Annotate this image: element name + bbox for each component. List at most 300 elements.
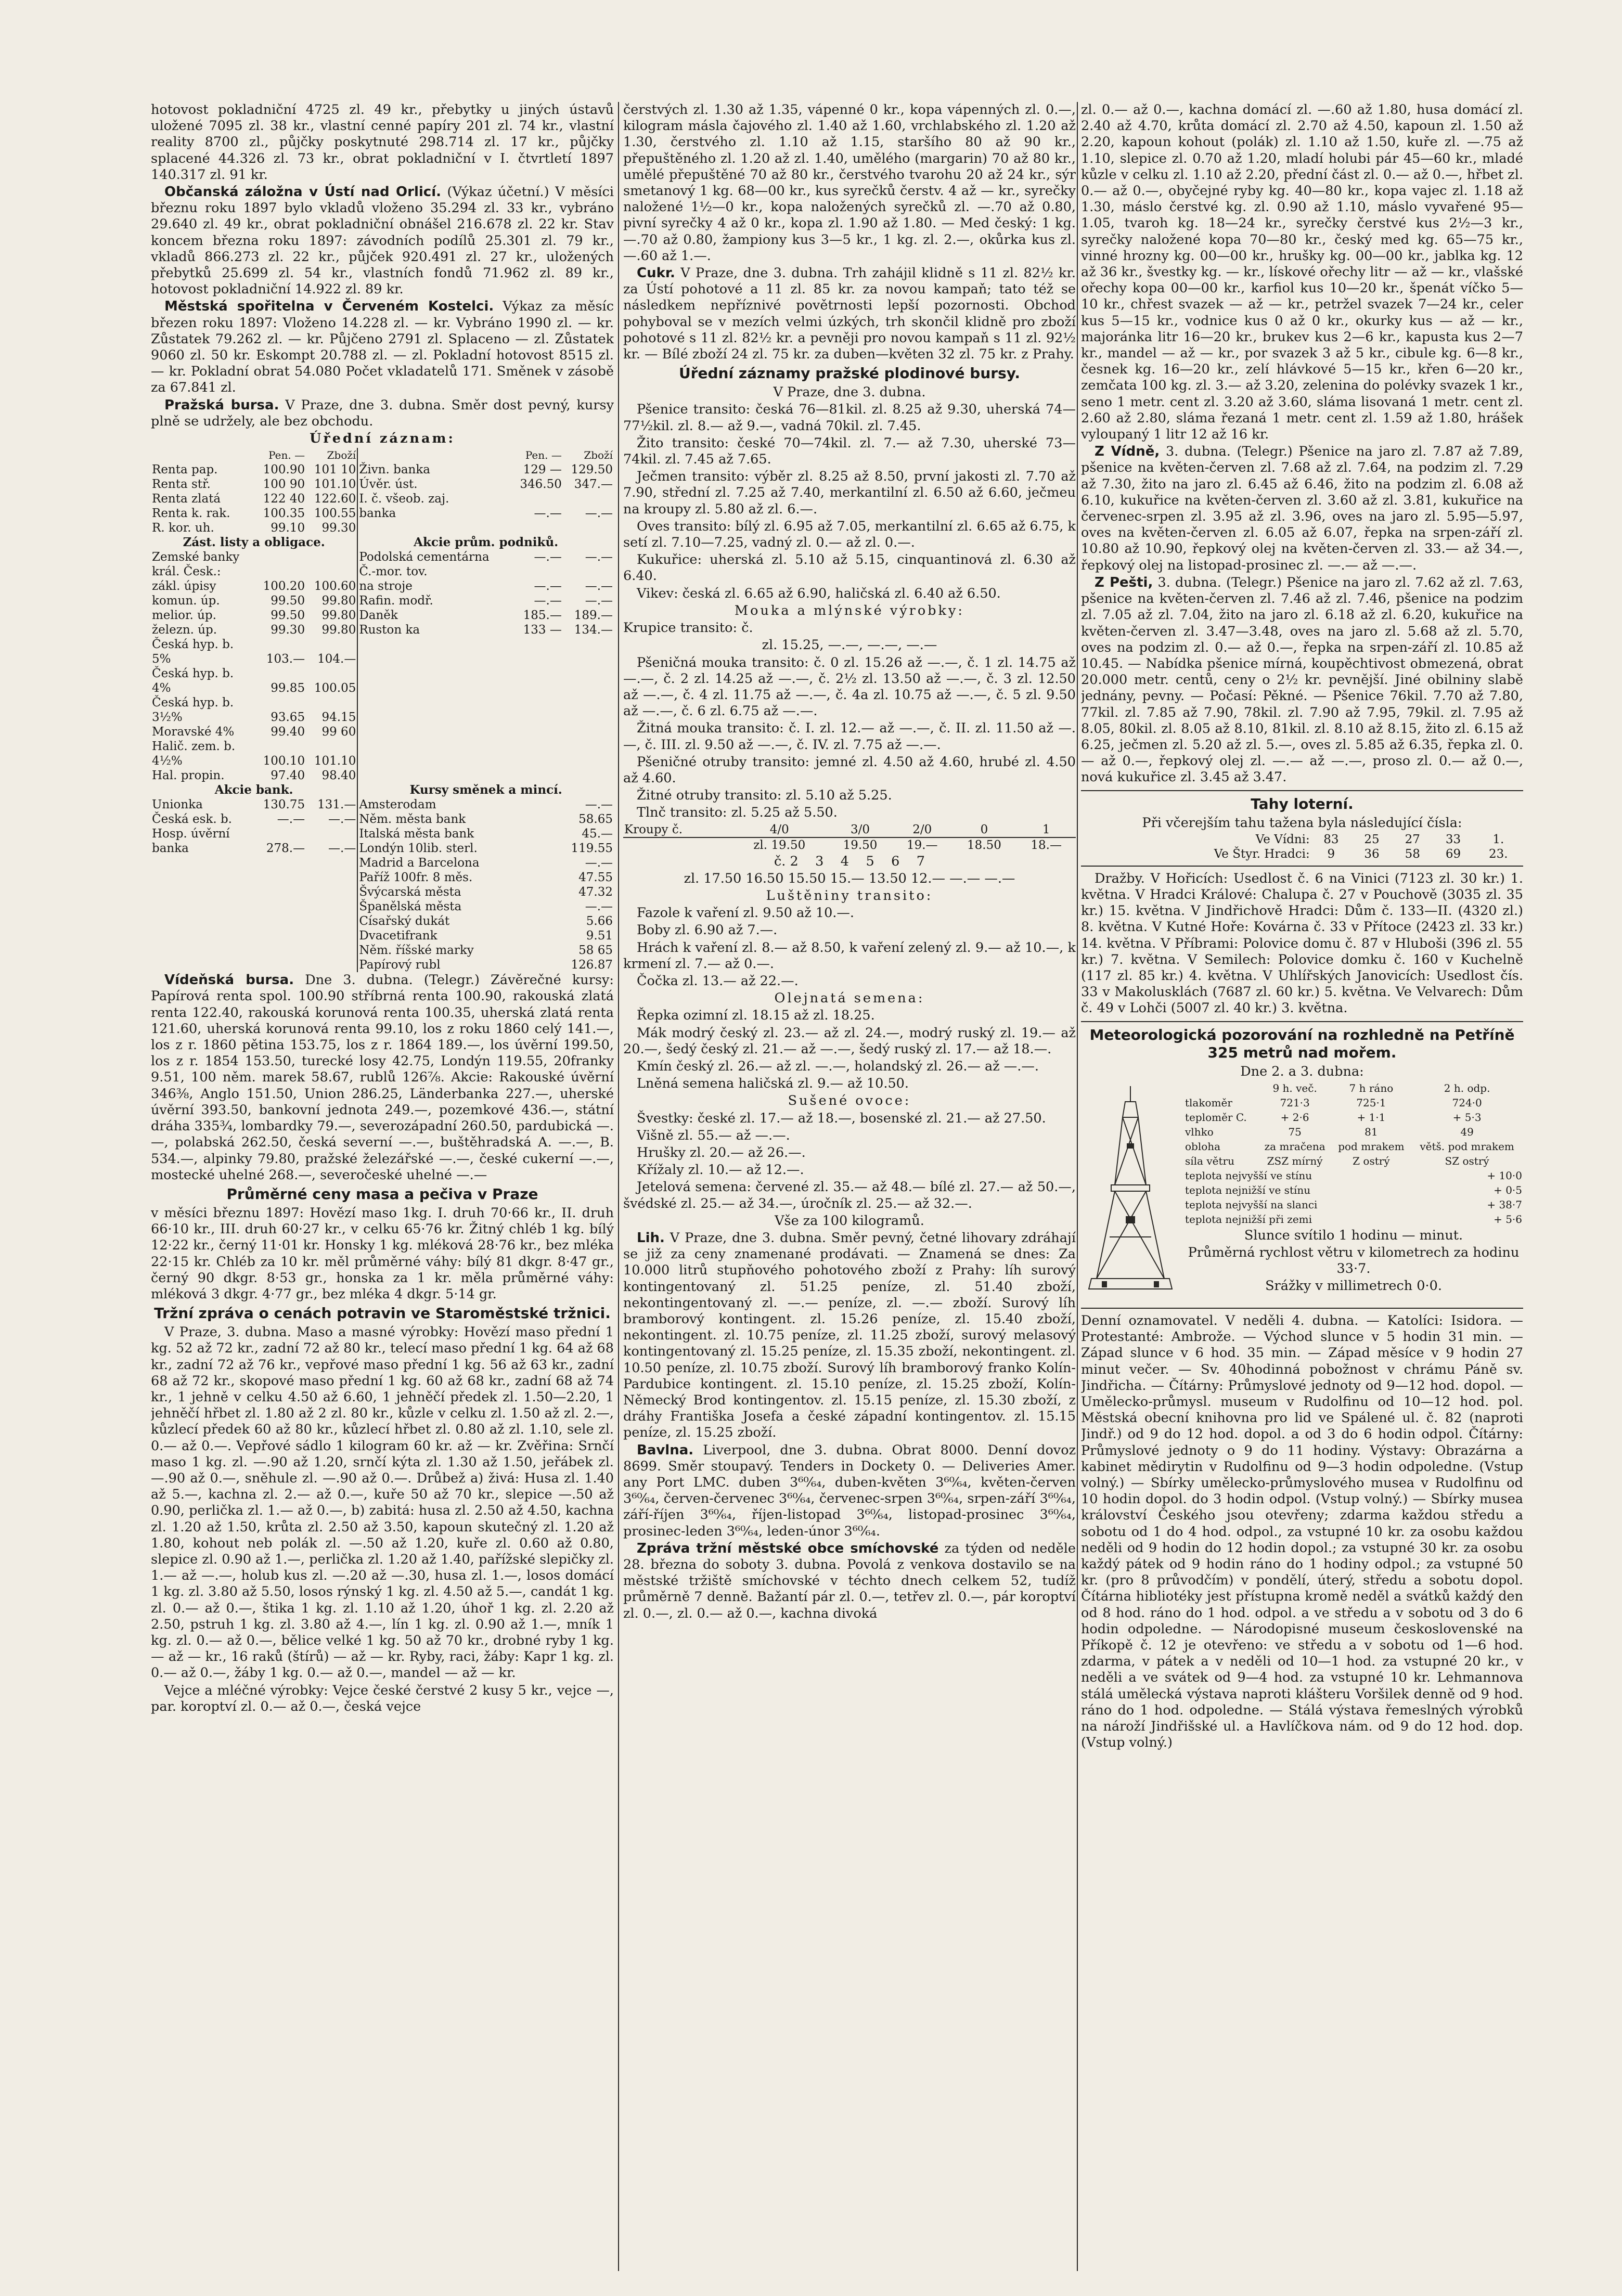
heading-olejnata: Olejnatá semena: — [774, 990, 925, 1007]
quote-zbozi: 99.30 — [321, 521, 356, 535]
kroupy-label: Kroupy č. — [624, 822, 683, 836]
quote-name: na stroje — [357, 579, 511, 594]
meteo-value: pod mrakem — [1338, 1140, 1405, 1153]
quote-pen: 103.— — [266, 652, 305, 666]
table-row — [151, 521, 614, 535]
meteo-label: teploměr C. — [1185, 1111, 1247, 1124]
blank-cell — [255, 856, 306, 870]
blank-cell — [357, 695, 511, 710]
blank-cell — [563, 681, 614, 695]
quote-name: Italská města bank — [357, 827, 511, 841]
sporitelna-text: Výkaz za měsíc březen roku 1897: Vloženo 14.228 zl. — kr. Vybráno 1990 zl. — kr. Zůstatek 79.262 zl. — kr. Půjčeno 2791 zl. Splaceno — zl. Zůstatek 9060 zl. 50 kr. Eskompt 20.788 zl. — zl. Pokladní hotovost 8515 zl. — kr. Pokladní obrat 54.080 Počet vkladatelů 171. Směnek v zásobě za 67.841 zl. — [151, 299, 614, 396]
kroupy-price: 19.— — [906, 838, 938, 852]
blank-cell — [512, 754, 563, 768]
column-rule-1 — [618, 102, 619, 2271]
otruby-text: Pšeničné otruby transito: jemné zl. 4.50 až 4.60, hrubé zl. 4.50 až 4.60. — [623, 754, 1076, 786]
blank-cell — [563, 652, 614, 666]
quote-zbozi: 100.55 — [314, 507, 356, 521]
heading-zaznamy: Úřední záznamy pražské plodinové bursy. — [678, 365, 1021, 382]
column-2 — [623, 102, 1076, 2271]
quote-name: Amsterodam — [357, 797, 511, 812]
blank-cell — [255, 958, 306, 972]
psen-mouka-text: Pšeničná mouka transito: č. 0 zl. 15.26 až —.—, č. 1 zl. 14.75 až —.—, č. 2 zl. 14.25 až —.—, č. 2½ zl. 13.50 až —.—, č. 3 zl. 12.50 až —.—, č. 4 zl. 11.75 až —.—, č. 4a zl. 10.75 až —.—, č. 5 zl. 9.50 až —.—, č. 6 zl. 6.75 až —.—. — [623, 654, 1076, 719]
quote-pen: 99.10 — [271, 521, 305, 535]
table-row — [151, 564, 614, 579]
blank-cell — [306, 943, 357, 958]
table-row — [151, 462, 614, 477]
blank-cell — [151, 856, 255, 870]
quote-name: melior. úp. — [152, 609, 216, 623]
quote-zbozi: —.— — [585, 594, 613, 608]
blank-cell — [512, 768, 563, 783]
blank-cell — [512, 695, 563, 710]
meteo-rain: Srážky v millimetrech 0·0. — [1265, 1278, 1442, 1294]
meteo-extra-row — [1184, 1168, 1523, 1183]
meteo-value: za mračena — [1264, 1140, 1325, 1153]
meteo-row — [1184, 1125, 1523, 1139]
fazole-text: Fazole k vaření zl. 9.50 až 10.—. — [637, 905, 855, 921]
divider — [1081, 1308, 1523, 1309]
meteo-extra-label: teplota nejvyšší ve stínu — [1185, 1169, 1312, 1182]
quote-zbozi: 131.— — [317, 798, 356, 812]
quote-zbozi: 100.05 — [314, 681, 356, 695]
meteo-value: 721·3 — [1280, 1096, 1310, 1109]
blank-cell — [357, 768, 511, 783]
blank-cell — [512, 681, 563, 695]
table-row — [151, 506, 614, 521]
quote-zbozi: 99.80 — [321, 623, 356, 637]
kroupy-grade: 3 — [815, 853, 824, 869]
zitne-otruby-text: Žitné otruby transito: zl. 5.10 až 5.25. — [637, 788, 892, 804]
quote-name: Úvěr. úst. — [357, 477, 511, 492]
quote-name: Č.-mor. tov. — [357, 564, 511, 579]
quote-zbozi: —.— — [585, 550, 613, 564]
kroupy-grade: č. 2 — [774, 853, 799, 869]
blank-cell — [357, 521, 511, 535]
meteo-row — [1184, 1139, 1523, 1154]
quotes-header-row — [151, 448, 614, 462]
quote-pen — [255, 550, 306, 564]
quote-zbozi: —.— — [328, 842, 356, 856]
blank-cell — [563, 754, 614, 768]
meteo-value: Z ostrý — [1353, 1154, 1390, 1167]
blank-cell — [512, 637, 563, 652]
heading-ceny-masa: Průměrné ceny masa a pečiva v Praze — [226, 1185, 538, 1203]
heading-mouka: Mouka a mlýnské výrobky: — [735, 602, 964, 618]
quote-zbozi: 189.— — [574, 609, 613, 623]
table-section-row — [151, 783, 614, 797]
quote-pen: 99.50 — [271, 609, 305, 623]
blank-cell — [563, 710, 614, 725]
quote-pen: 122 40 — [263, 492, 305, 506]
kroupy-price: 18.— — [1031, 838, 1062, 852]
blank-cell — [255, 928, 306, 943]
meteo-label: vlhko — [1185, 1125, 1214, 1138]
quote-pen: 129 — — [523, 463, 562, 477]
quote-name: banka — [152, 842, 189, 856]
column-1 — [151, 102, 614, 2271]
blank-cell — [306, 958, 357, 972]
blank-cell — [563, 695, 614, 710]
meteo-value: větš. pod mrakem — [1420, 1140, 1514, 1153]
repka-text: Řepka ozimní zl. 18.15 až zl. 18.25. — [637, 1008, 875, 1024]
kroupy-grade: 4 — [840, 853, 849, 869]
hrusky-text: Hrušky zl. 20.— až 26.—. — [637, 1144, 806, 1160]
quotes-header-zbozi: Zboží — [327, 449, 356, 462]
trzni-text: V Praze, 3. dubna. Maso a masné výrobky: Hovězí maso přední 1 kg. 52 až 72 kr., zadní 72 až 80 kr., telecí maso přední 1 kg. 64 až 68 kr., zadní 72 až 76 kr., vepřové maso přední 1 kg. 56 až 63 kr., zadní 68 až 72 kr., skopové maso přední 1 kg. 60 až 68 kr., zadní 68 až 74 kr., 1 jehně v celku 4.50 až 6.60, 1 jehněčí předek zl. 1.50—2.20, 1 jehněčí hřbet zl. 1.80 až 2 zl. 80 kr., kůzle v celku zl. 1.50 až zl. 2.—, kůzlecí předek 60 až 80 kr., kůzlecí hřbet zl. 0.80 až zl. 1.10, sele zl. 0.— až 0.—. Vepřové sádlo 1 kilogram 60 kr. až — kr. Zvěřina: Srnčí maso 1 kg. zl. —.90 až 1.20, srnčí kýta zl. 1.30 až 1.50, jeřábek zl. —.90 až 0.—, sněhule zl. —.90 až 0.—. Drůbež a) živá: Husa zl. 1.40 až 5.—, kachna zl. 2.— až 0.—, kuře 50 až 70 kr., slepice —.50 až 0.90, perlička zl. 1.— až 0.—, b) zabitá: husa zl. 2.50 až 4.50, kachna zl. 1.20 až 1.50, krůta zl. 2.50 až 3.50, kapoun skutečný zl. 1.20 až 1.80, kohout neb polák zl. —.50 až 1.20, kuře zl. 0.60 až 0.80, slepice zl. 0.90 až 1.—, perlička zl. 1.20 až 1.40, pařížské slepičky zl. 1.— až —.—, holub kus zl. —.20 až —.30, husa zl. 1.—, losos domácí 1 kg. zl. 3.80 až 5.50, losos rýnský 1 kg. zl. 4.50 až 5.—, candát 1 kg. zl. 0.— až 0.—, štika 1 kg. zl. 1.10 až 1.20, úhoř 1 kg. zl. 2.20 až 2.50, pstruh 1 kg. zl. 3.80 až 4.—, lín 1 kg. zl. 0.90 až 1.—, mník 1 kg. zl. 0.— až 0.—, bělice velké 1 kg. 50 až 70 kr., drobné ryby 1 kg. — až — kr., 16 raků (štírů) — až — kr. Ryby, raci, žáby: Kapr 1 kg. zl. 0.— až 0.—, žáby 1 kg. 0.— až 0.—, mandel — až — kr. — [151, 1324, 614, 1681]
blank-cell — [306, 870, 357, 885]
quote-name: Rafin. modř. — [357, 594, 511, 608]
quote-name: Císařský dukát — [357, 914, 511, 928]
quote-zbozi — [306, 695, 357, 710]
quote-value: 119.55 — [571, 842, 613, 856]
quote-value: 58 65 — [578, 944, 613, 958]
table-row — [151, 841, 614, 856]
blank-cell — [306, 856, 357, 870]
burza-praha-text: V Praze, dne 3. dubna. Směr dost pevný, kursy plně se udržely, ale bez obchodu. — [151, 397, 614, 429]
kmin-text: Kmín český zl. 26.— až zl. —.—, holandský zl. 26.— až —.—. — [637, 1058, 1039, 1074]
blank-cell — [357, 754, 511, 768]
meteo-value: + 5·3 — [1452, 1111, 1482, 1124]
quote-zbozi: 99.80 — [321, 594, 356, 608]
meteo-label: síla větru — [1185, 1154, 1234, 1167]
meteo-extra-row — [1184, 1183, 1523, 1197]
quote-pen — [255, 666, 306, 681]
blank-cell — [255, 870, 306, 885]
zprava-text: za týden od neděle 28. března do soboty 3. dubna. Povolá z venkova dostavilo se na městské tržiště smíchovské v téchto dnech celkem 52, tudíž průměrně 7 denně. Bažantí pár zl. 0.—, tetřev zl. 0.—, pár koroptví zl. 0.—, zl. 0.— až 0.—, kachna divoká — [623, 1540, 1076, 1621]
quote-value: —.— — [585, 798, 613, 812]
quote-zbozi: 104.— — [317, 652, 356, 666]
table-row — [151, 652, 614, 666]
quote-name: Hosp. úvěrní — [152, 827, 230, 841]
kroupy-grade: 7 — [916, 853, 925, 869]
kukurice-text: Kukuřice: uherská zl. 5.10 až 5.15, cinquantinová zl. 6.30 až 6.40. — [623, 552, 1076, 584]
quote-name: Halič. zem. b. — [152, 740, 236, 754]
krizaly-text: Křížaly zl. 10.— až 12.—. — [637, 1162, 804, 1178]
kroupy-grades-2 — [623, 854, 1076, 870]
quotes-header-blank — [151, 448, 255, 462]
quote-zbozi: 129.50 — [571, 463, 613, 477]
blank-cell — [357, 681, 511, 695]
meteo-value: 81 — [1364, 1125, 1378, 1138]
blank-cell — [306, 899, 357, 914]
quote-zbozi: 347.— — [574, 478, 613, 492]
quotes-header-pen: Pen. — — [525, 449, 562, 462]
quote-pen — [255, 695, 306, 710]
heading-pest: Z Pešti, — [1095, 574, 1153, 590]
quotes-table — [151, 448, 614, 972]
table-row — [151, 666, 614, 681]
blank-cell — [563, 521, 614, 535]
section-heading: Akcie bank. — [214, 783, 293, 797]
jetelova-text: Jetelová semena: červené zl. 35.— až 48.— bílé zl. 27.— až 50.—, švédské zl. 25.— až 34.—, úročník zl. 25.— až 32.—. — [623, 1179, 1076, 1211]
quote-pen: 130.75 — [263, 798, 305, 812]
svestky-text: Švestky: české zl. 17.— až 18.—, bosenské zl. 21.— až 27.50. — [637, 1110, 1046, 1126]
table-row — [151, 870, 614, 885]
table-row — [151, 899, 614, 914]
quote-name: Moravské 4% — [152, 725, 235, 739]
quote-pen: —.— — [534, 550, 562, 564]
blank-cell — [563, 637, 614, 652]
quote-pen: 185.— — [523, 609, 562, 623]
quote-value: —.— — [585, 900, 613, 914]
tahy-row — [1081, 832, 1523, 847]
tahy-number: 58 — [1405, 847, 1420, 861]
kroupy-grade: 0 — [980, 822, 988, 836]
quote-value: 47.32 — [578, 885, 613, 899]
quote-name: Zemské banky — [152, 550, 240, 564]
kroupy-grade: 3/0 — [851, 822, 870, 836]
kroupy-grade: 2/0 — [912, 822, 932, 836]
meteo-value: ZSZ mírný — [1267, 1154, 1323, 1167]
boby-text: Boby zl. 6.90 až 7.—. — [637, 922, 778, 938]
heading-tahy: Tahy loterní. — [1251, 795, 1354, 812]
meteo-extra-value: + 38·7 — [1487, 1198, 1522, 1211]
heading-susene: Sušené ovoce: — [788, 1093, 911, 1109]
blank-cell — [306, 914, 357, 928]
quote-name: Podolská cementárna — [357, 550, 511, 564]
meteo-table — [1184, 1081, 1523, 1168]
psenice-text: Pšenice transito: česká 76—81kil. zl. 8.25 až 9.30, uherská 74—77½kil. zl. 8.— až 9.—, vadná 70kil. zl. 7.45. — [623, 402, 1076, 434]
quote-zbozi — [306, 827, 357, 841]
cont-text: čerstvých zl. 1.30 až 1.35, vápenné 0 kr., kopa vápenných zl. 0.—, kilogram másla čajového zl. 1.40 až 1.60, vrchlabského zl. 1.20 až 1.30, čerstvého zl. 1.10 až 1.15, staršího 80 až 90 kr., přepuštěného zl. 1.20 až zl. 1.40, umělého (margarin) 70 až 80 kr., umělé přepuštěné 70 až 80 kr., čerstvého tvarohu 20 až 24 kr., sýr smetanový 1 kg. 68—00 kr., kus syrečků čerstv. 4 až — kr., syrečky naložené 1½—0 kr., kopa naložených syrečků zl. —.70 až 0.80, pivní syrečky 4 až 0 kr., kopa zl. 1.90 až 1.80. — Med český: 1 kg. —.70 až 0.80, žampiony kus 3—5 kr., 1 kg. zl. 2.—, okůrka kus zl. —.60 až 1.—. — [623, 102, 1076, 264]
quote-name: banka — [357, 506, 511, 521]
blank-cell — [357, 652, 511, 666]
petrin-tower-illustration — [1081, 1081, 1180, 1304]
quote-zbozi — [563, 492, 614, 506]
blank-cell — [151, 958, 255, 972]
cocka-text: Čočka zl. 13.— až 22.—. — [637, 973, 799, 989]
quote-name: 5% — [152, 652, 171, 666]
blank-cell — [357, 666, 511, 681]
blank-cell — [357, 739, 511, 754]
blank-cell — [255, 943, 306, 958]
kroupy-price: 19.50 — [843, 838, 878, 852]
table-row — [151, 914, 614, 928]
quote-pen: 99.50 — [271, 594, 305, 608]
cukr-text: V Praze, dne 3. dubna. Trh zahájil klidně s 11 zl. 82½ kr. za Ústí pohotové a 11 zl. 85 kr. za novou kampaň; tato též se následkem nepříznivé povětrnosti lepší pozornosti. Obchod pohyboval se v mezích velmi úzkých, trh skončil klidně pro zboží pohotové s 11 zl. 82½ kr. a pevněji pro novou kampaň s 11 zl. 92½ kr. — Bílé zboží 24 zl. 75 kr. za duben—květen 32 zl. 75 kr. z Prahy. — [623, 265, 1076, 363]
quotes-header-pen: Pen. — — [268, 449, 305, 462]
blank-cell — [151, 885, 255, 899]
quote-value: 47.55 — [578, 871, 613, 885]
oves-text: Oves transito: bílý zl. 6.95 až 7.05, merkantilní zl. 6.65 až 6.75, k setí zl. 7.10—7.25, vadný zl. 0.— až zl. 0.—. — [623, 518, 1076, 551]
blank-cell — [151, 899, 255, 914]
drazby-text: Dražby. V Hořicích: Usedlost č. 6 na Vinici (7123 zl. 30 kr.) 1. května. V Hradci Králové: Chalupa č. 27 v Pouchově (3035 zl. 35 kr.) 15. května. V Jindřichově Hradci: Dům č. 133—II. (4320 zl.) 8. května. V Kutné Hoře: Kovárna č. 33 v Přítoce (2423 zl. 33 kr.) 14. května. V Příbrami: Polovice domu č. 87 v Hluboši (396 zl. 55 kr.) 7. května. V Semilech: Polovice domku č. 160 v Kuchelně (117 zl. 85 kr.) 4. května. V Uhlířských Janovicích: Usedlost čís. 33 v Makolusklách (7687 zl. 60 kr.) 5. května. Ve Velvarech: Dům č. 49 v Lohči (5007 zl. 40 kr.) 3. května. — [1081, 870, 1523, 1016]
column-3 — [1081, 102, 1523, 2271]
pest-text: 3. dubna. (Telegr.) Pšenice na jaro zl. 7.62 až zl. 7.63, pšenice na květen-červen zl. 7.46 až zl. 7.46, pšenice na podzim zl. 7.05 až zl. 7.04, žito na jaro zl. 6.18 až zl. 6.20, kukuřice na květen-červen zl. 3.47—3.48, oves na jaro zl. 5.68 až zl. 5.70, oves na podzim zl. 0.— až 0.—, řepka na srpen-září zl. 10.85 až 10.45. — Nabídka pšenice mírná, koupěchtivost obmezená, obrat 20.000 metr. centů, ceny o 2½ kr. pevnější. Jiné obilniny slabě jednány, pevny. — Počasí: Pěkné. — Pšenice 76kil. 7.70 až 7.80, 77kil. zl. 7.85 až 7.90, 78kil. zl. 7.90 až 7.95, 79kil. zl. 7.95 až 8.05, 80kil. zl. 8.05 až 8.10, 81kil. zl. 8.10 až 8.15, žito zl. 6.15 až 6.25, ječmen zl. 5.20 až zl. 5.—, oves zl. 5.85 až 6.35, řepka zl. 0.— až 0.—, řepkový olej zl. —.— až —.—, proso zl. 0.— až 0.—, nová kukuřice zl. 3.45 až 3.47. — [1081, 574, 1523, 785]
table-row — [151, 754, 614, 768]
table-row — [151, 695, 614, 710]
quote-name: 4% — [152, 681, 171, 695]
quote-pen: —.— — [534, 507, 562, 521]
kroupy-table — [623, 822, 1076, 853]
tahy-intro: Při včerejším tahu tažena byla následující čísla: — [1142, 815, 1462, 831]
tahy-number: 27 — [1405, 832, 1420, 846]
quote-name: Česká hyp. b. — [152, 696, 234, 710]
mak-text: Mák modrý český zl. 23.— až zl. 24.—, modrý ruský zl. 19.— až 20.—, šedý český zl. 21.— až —.—, šedý ruský zl. 17.— až 18.—. — [623, 1025, 1076, 1057]
quote-zbozi: 101.10 — [314, 478, 356, 492]
blank-cell — [512, 739, 563, 754]
quote-name: I. č. všeob. zaj. — [357, 492, 511, 506]
quotes-header-zbozi: Zboží — [584, 449, 613, 462]
quote-pen: 100.20 — [263, 579, 305, 594]
quote-value: 45.— — [582, 827, 613, 841]
blank-cell — [357, 725, 511, 739]
blank-cell — [255, 914, 306, 928]
table-row — [151, 958, 614, 972]
blank-cell — [512, 725, 563, 739]
intro-paragraph: hotovost pokladniční 4725 zl. 49 kr., přebytky u jiných ústavů uložené 7095 zl. 38 kr., vlastní cenné papíry 201 zl. 74 kr., vlastní reality 8700 zl., půjčky poskytnuté 298.714 zl. 17 kr., půjčky splacené 44.326 zl. 73 kr., obrat pokladniční v I. čtvrtletí 1897 140.317 zl. 91 kr. — [151, 102, 614, 183]
quote-name: Česká hyp. b. — [152, 638, 234, 652]
quote-name: Něm. říšské marky — [357, 943, 511, 958]
quote-zbozi — [306, 564, 357, 579]
meteo-value: + 2·6 — [1280, 1111, 1309, 1124]
blank-cell — [512, 652, 563, 666]
bavlna-text: Liverpool, dne 3. dubna. Obrat 8000. Denní dovoz 8699. Směr stoupavý. Tenders in Dockety 0. — Deliveries Amer. any Port LMC. duben 3⁶⁰⁄₆₄, duben-květen 3⁶⁰⁄₆₄, květen-červen 3⁶⁰⁄₆₄, červen-červenec 3⁶⁰⁄₆₄, červenec-srpen 3⁶⁰⁄₆₄, srpen-září 3⁶⁰⁄₆₄, září-říjen 3⁶⁰⁄₆₄, říjen-listopad 3⁶⁰⁄₆₄, listopad-prosinec 3⁶⁰⁄₆₄, prosinec-leden 3⁶⁰⁄₆₄, leden-únor 3⁶⁰⁄₆₄. — [623, 1442, 1076, 1539]
meteo-value: + 1·1 — [1357, 1111, 1386, 1124]
blank-cell — [563, 768, 614, 783]
quote-zbozi: 100.60 — [314, 579, 356, 594]
quote-name: Švýcarská města — [357, 885, 511, 899]
quote-name: Španělská města — [357, 899, 511, 914]
quote-zbozi: 99.80 — [321, 609, 356, 623]
vikev-text: Vikev: česká zl. 6.65 až 6.90, haličská zl. 6.40 až 6.50. — [637, 585, 1001, 601]
quote-pen — [512, 564, 563, 579]
lih-text: V Praze, dne 3. dubna. Směr pevný, četné lihovary zdráhají se již za ceny znamenané prodávati. — Znamená se dnes: Za 10.000 litrů stupňového pohotového zboží z Prahy: líh surový kontingentovaný zl. 51.25 peníze, zl. 51.40 zboží, nekontingentovaný zl. —.— peníze, zl. —.— zboží. Surový líh bramborový kontingent. zl. 15.26 peníze, zl. 15.40 zboží, nekontingent. zl. 10.75 peníze, zl. 11.25 zboží, surový melasový kontingentovaný zl. 15.25 peníze, zl. 15.35 zboží, nekontingent. zl. 10.50 peníze, zl. 10.75 zboží. Surový líh bramborový franko Kolín-Pardubice kontingent. zl. 15.10 peníze, zl. 15.25 zboží, Kolín-Německý Brod kontingentov. zl. 15.15 peníze, zl. 15.30 zboží, z dráhy Františka Josefa a české západní kontingentov. zl. 15.15 peníze, zl. 15.25 zboží. — [623, 1230, 1076, 1441]
quote-zbozi: —.— — [585, 507, 613, 521]
heading-trzni: Tržní zpráva o cenách potravin ve Staroměstské tržnici. — [154, 1305, 611, 1322]
table-row — [151, 623, 614, 637]
blank-cell — [563, 739, 614, 754]
denni-oznamovatel-text: Denní oznamovatel. V neděli 4. dubna. — Katolíci: Isidora. — Protestanté: Ambrože. — Východ slunce v 5 hodin 31 min. — Západ slunce v 6 hod. 35 min. — Západ měsíce v 9 hodin 27 minut večer. — Sv. 40hodinná pobožnost v chrámu Páně sv. Jindřicha. — Čítárny: Průmyslové jednoty od 9—12 hod. dopol. — Umělecko-průmysl. museum v Rudolfinu od 10—12 hod. pol. Městská obecní knihovna pro lid ve Spálené ul. č. 82 (naproti Jindř.) od 9 do 12 hod. dopol. a od 3 do 6 hodin odpol. Čítárny: Průmyslové jednoty o 9 do 11 hodiny. Výstavy: Obrazárna a kabinet mědirytin v Rudolfinu od 9—3 hodin odpoledne. (Vstup volný.) — Sbírky umělecko-průmyslového musea v Rudolfinu od 10 hodin dopol. do 3 hodin odpol. (Vstup volný.) — Sbírky musea království Českého jsou otevřeny; zdarma každou středu a sobotu od 1 do 4 hod. odpol., za vstupné 10 kr. za osobu každou neděli od 9 hodin do 12 hodin dopol.; za vstupné 30 kr. za osobu každý pátek od 9 hodin ráno do 1 hodiny odpol.; za vstupné 50 kr. (pro 8 průvodčím) v pondělí, úterý, středu a sobotu dopol. Čítárna hibliotéky jest přístupna kromě neděl a svátků každý den od 8 hod. ráno do 1 hod. odpol. a ve středu a v sobotu od 3 do 6 hodin odpoledne. — Národopisné museum československé na Příkopě č. 12 je otevřeno: ve středu a v sobotu od 1—6 hod. zdarma, v pátek a v neděli od 10—1 hod. za vstupné 20 kr., v neděli a ve svátek od 9—4 hod. za vstupné 10 kr. Lehmannova stálá umělecká výstava naproti klášteru Voršilek denně od 9 hod. ráno do 1 hod. odpoledne. — Stálá výstava řemeslných výrobků na nároží Jindřišské ul. a Havlíčkova nám. od 9 do 12 hod. dop. (Vstup volný.) — [1081, 1312, 1523, 1751]
tahy-number: 69 — [1445, 847, 1461, 861]
quote-zbozi: 101 10 — [314, 463, 356, 477]
quote-zbozi: 134.— — [574, 623, 613, 637]
table-row — [151, 827, 614, 841]
meteo-value: 724·0 — [1452, 1096, 1482, 1109]
meteo-extra-row — [1184, 1212, 1523, 1227]
table-row — [151, 594, 614, 608]
quote-pen: 133 — — [523, 623, 562, 637]
quote-name: Unionka — [152, 798, 203, 812]
kroupy-price: 18.50 — [967, 838, 1001, 852]
quote-name: Londýn 10lib. sterl. — [357, 841, 511, 856]
table-row — [151, 928, 614, 943]
meteo-wind: Průměrná rychlost větru v kilometrech za hodinu 33·7. — [1188, 1244, 1520, 1277]
table-row — [151, 885, 614, 899]
table-row — [151, 768, 614, 783]
quote-name: Hal. propin. — [152, 769, 225, 783]
ceny-masa-text: v měsíci březnu 1897: Hovězí maso 1kg. I. druh 70·66 kr., II. druh 66·10 kr., III. druh 60·27 kr., v celku 65·76 kr. Žitný chléb 1 kg. bílý 12·22 kr., černý 11·01 kr. Honsky 1 kg. mléková 28·76 kr., bez mléka 22·15 kr. Chléb za 10 kr. měl průměrné váhy: bílý 81 dkgr. 8·47 gr., černý 90 dkgr. 8·53 gr., honska za 1 kr. měla průměrné váhy: mléková 3 dkgr. 4·77 gr., bez mléka 4 dkgr. 5·14 gr. — [151, 1205, 614, 1302]
vejce-text: Vejce a mléčné výrobky: Vejce české čerstvé 2 kusy 5 kr., vejce —, par. koroptví zl. 0.— až 0.—, česká vejce — [151, 1682, 614, 1714]
heading-sporitelna: Městská spořitelna v Červeném Kostelci. — [164, 299, 494, 315]
quote-zbozi: —.— — [585, 579, 613, 594]
quote-zbozi: —.— — [328, 812, 356, 827]
quote-zbozi: 94.15 — [321, 711, 356, 725]
tahy-number: 23. — [1489, 847, 1508, 861]
quote-pen: 100.35 — [263, 507, 305, 521]
meteo-value: 75 — [1288, 1125, 1302, 1138]
table-row — [151, 637, 614, 652]
tlnc-text: Tlnč transito: zl. 5.25 až 5.50. — [637, 805, 838, 821]
table-row — [151, 943, 614, 958]
lnena-text: Lněná semena haličská zl. 9.— až 10.50. — [637, 1076, 909, 1092]
zaznamy-date: V Praze, dne 3. dubna. — [773, 384, 926, 401]
quote-zbozi — [563, 564, 614, 579]
quote-pen: —.— — [534, 594, 562, 608]
quote-value: 5.66 — [586, 914, 613, 928]
meteo-row — [1184, 1154, 1523, 1168]
quote-zbozi — [306, 550, 357, 564]
tahy-number: 33 — [1445, 832, 1461, 846]
cont-text: zl. 0.— až 0.—, kachna domácí zl. —.60 až 1.80, husa domácí zl. 2.40 až 4.70, krůta domácí zl. 2.70 až 4.50, kapoun zl. 1.50 až 2.20, kapoun kohout (polák) zl. 1.10 až 1.50, kuře zl. —.75 až 1.10, slepice zl. 0.70 až 1.20, mladí holubi pár 45—60 kr., mladé kůzle v celku zl. 1.10 až 2.20, přední část zl. 0.— až 0.—, hřbet zl. 0.— až 0.—, obyčejné ryby kg. 40—80 kr., kopa vajec zl. 1.18 až 1.30, máslo čerstvé kg. zl. 0.90 až 1.10, máslo vyvařené 95—1.05, tvaroh kg. 18—24 kr., syrečky čerstvé kus 2½—3 kr., syrečky naložené kopa 70—80 kr., český med kg. 65—75 kr., vinné hrozny kg. 00—00 kr., hrušky kg. 00—00 kr., jablka kg. 12 až 36 kr., švestky kg. — kr., lískové ořechy litr — až — kr., vlašské ořechy kopa 00—00 kr., karfiol kus 10—20 kr., špenát víčko 5—10 kr., chřest svazek — až — kr., petržel svazek 7—24 kr., celer kus 5—15 kr., vodnice kus 0 až 0 kr., okurky kus — až — kr., majoránka litr 16—20 kr., brukev kus 2—6 kr., kapusta kus 2—7 kr., mandel — až — kr., por svazek 3 až 5 kr., cibule kg. 6—8 kr., česnek kg. 16—20 kr., zelí hlávkové 5—15 kr., křen 6—20 kr., zemčata 100 kg. zl. 3.— až 3.20, zelenina do polévky svazek 1 kr., seno 1 metr. cent zl. 3.20 až 3.60, sláma lisovaná 1 metr. cent zl. 2.60 až 2.80, sláma řezaná 1 metr. cent zl. 1.59 až 1.80, hrášek vyloupaný 1 litr 12 až 16 kr. — [1081, 102, 1523, 443]
blank-cell — [151, 870, 255, 885]
blank-cell — [512, 710, 563, 725]
kroupy-grade: 6 — [891, 853, 900, 869]
quote-pen: —.— — [277, 812, 305, 827]
section-heading: Akcie prům. podniků. — [357, 535, 614, 550]
tahy-number: 83 — [1323, 832, 1339, 846]
quote-name: Něm. města bank — [357, 812, 511, 827]
meteo-extra-label: teplota nejvyšší na slanci — [1185, 1198, 1318, 1211]
table-row — [151, 710, 614, 725]
tahy-number: 25 — [1364, 832, 1380, 846]
zalozna-text: (Výkaz účetní.) V měsíci březnu roku 1897 bylo vkladů vloženo 35.294 zl. 33 kr., vybráno 29.640 zl. 49 kr., obrat pokladniční obnášel 216.678 zl. 22 kr. Stav koncem března roku 1897: závodních podílů 25.301 zl. 79 kr., vkladů 866.273 zl. 22 kr., půjček 920.491 zl. 27 kr., uložených přebytků 25.699 zl. 54 kr., vlastních fondů 71.962 zl. 89 kr., hotovost pokladniční 14.922 zl. 89 kr. — [151, 184, 614, 298]
quote-zbozi — [306, 739, 357, 754]
tahy-row — [1081, 847, 1523, 861]
heading-bavlna: Bavlna. — [637, 1442, 694, 1458]
kroupy-grade: 1 — [1042, 822, 1050, 836]
viden-text: 3. dubna. (Telegr.) Pšenice na jaro zl. 7.87 až 7.89, pšenice na květen-červen zl. 7.68 až zl. 7.64, na podzim zl. 7.29 až 7.30, žito na jaro zl. 6.45 až 6.46, žito na podzim zl. 6.08 až 6.10, kukuřice na květen-červen zl. 3.60 až zl. 3.81, kukuřice na červenec-srpen zl. 3.95 až zl. 3.96, oves na jaro zl. 5.95—5.97, oves na květen-červen zl. 6.05 až 6.07, řepka na srpen-září zl. 10.80 až 10.90, řepkový olej na květen-červen zl. 33.— až 34.—, řepkový olej na listopad-prosinec zl. —.— až —.—. — [1081, 444, 1523, 573]
quote-value: 58.65 — [578, 812, 613, 827]
quote-name: Papírový rubl — [357, 958, 511, 972]
zito-text: Žito transito: české 70—74kil. zl. 7.— až 7.30, uherské 73—74kil. zl. 7.45 až 7.65. — [623, 435, 1076, 468]
meteo-extra-value: + 0·5 — [1494, 1183, 1522, 1196]
table-row — [151, 492, 614, 506]
section-heading: Kursy směnek a mincí. — [357, 783, 614, 797]
tahy-number: 9 — [1327, 847, 1335, 861]
meteo-value: 49 — [1460, 1125, 1474, 1138]
quote-name: Živn. banka — [357, 462, 511, 477]
table-row — [151, 681, 614, 695]
quote-pen: 97.40 — [271, 769, 305, 783]
quote-pen — [512, 492, 563, 506]
table-row — [151, 797, 614, 812]
heading-viden: Z Vídně, — [1095, 444, 1160, 460]
blank-cell — [357, 710, 511, 725]
quote-name: Česká hyp. b. — [152, 667, 234, 681]
quote-value: 9.51 — [586, 929, 613, 943]
quote-pen — [255, 739, 306, 754]
quote-name: král. Česk.: — [152, 565, 221, 579]
meteo-sun: Slunce svítilo 1 hodinu — minut. — [1244, 1227, 1463, 1243]
table-row — [151, 725, 614, 739]
kroupy-prices-2: zl. 17.50 16.50 15.50 15.— 13.50 12.— —.— —.— — [684, 870, 1015, 886]
kroupy-grade: 4/0 — [769, 822, 789, 836]
quote-value: —.— — [585, 856, 613, 870]
quote-name: Renta stř. — [152, 478, 211, 492]
heading-zalozna: Občanská záložna v Ústí nad Orlicí. — [164, 184, 442, 200]
heading-cukr: Cukr. — [637, 265, 675, 281]
heading-lusteniny: Luštěniny transito: — [766, 887, 933, 904]
quote-pen: 99.85 — [271, 681, 305, 695]
tower-icon — [1081, 1081, 1180, 1299]
blank-cell — [255, 885, 306, 899]
meteo-extra-label: teplota nejnižší při zemi — [1185, 1213, 1312, 1226]
quote-name: Paříž 100fr. 8 měs. — [357, 870, 511, 885]
blank-cell — [151, 914, 255, 928]
zitna-mouka-text: Žitná mouka transito: č. I. zl. 12.— až —.—, č. II. zl. 11.50 až —.—, č. III. zl. 9.50 až —.—, č. IV. zl. 7.75 až —.—. — [623, 720, 1076, 753]
